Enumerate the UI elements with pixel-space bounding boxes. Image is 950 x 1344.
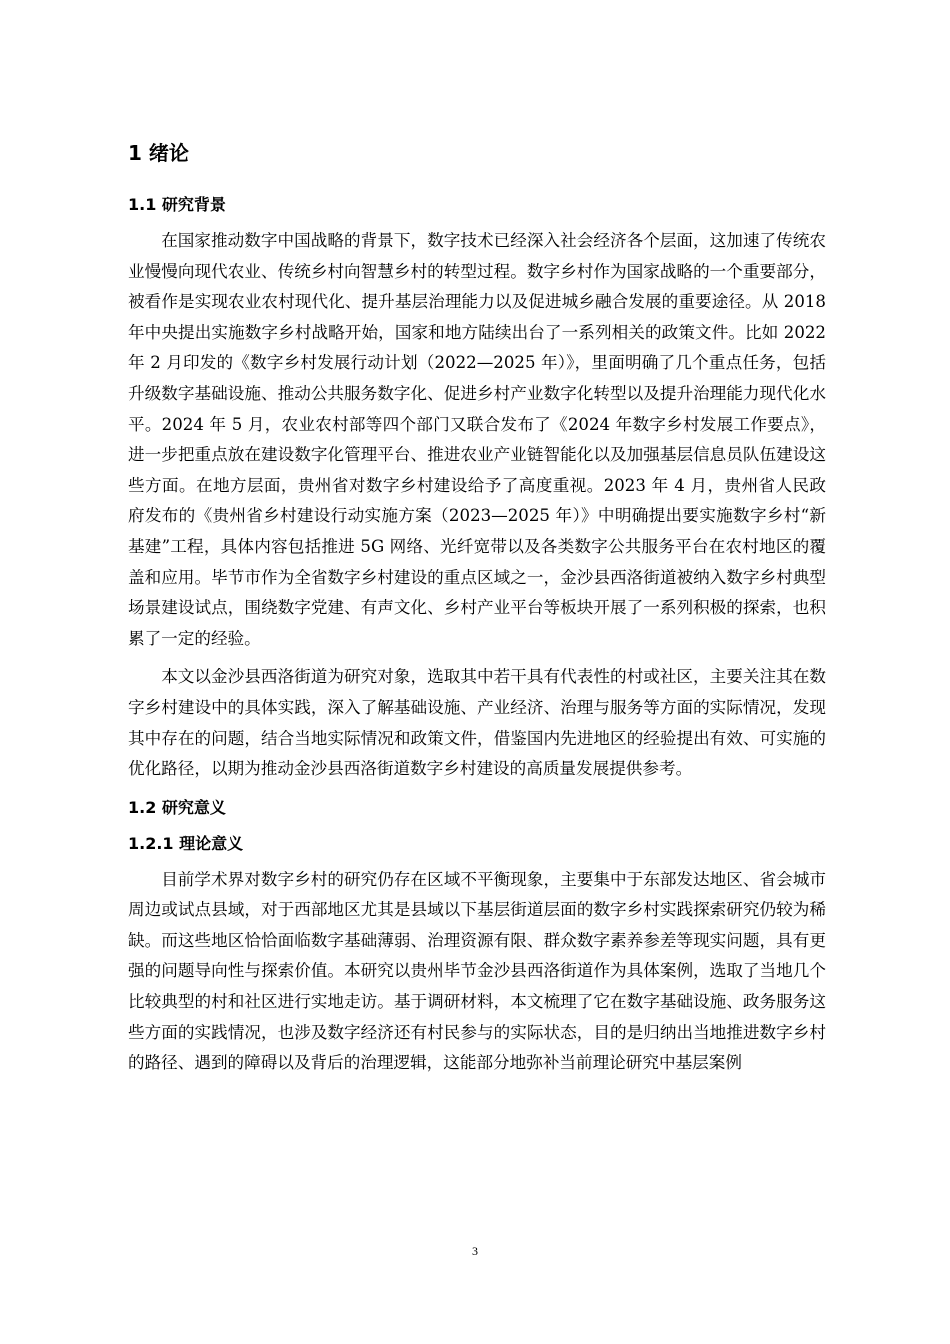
page-content bbox=[128, 138, 826, 1087]
section-heading-research-background: 1.1 研究背景 bbox=[128, 195, 226, 214]
chapter-title: 1 绪论 bbox=[128, 141, 189, 165]
section-heading-research-significance: 1.2 研究意义 bbox=[128, 797, 226, 817]
paragraph-theory-1: 目前学术界对数字乡村的研究仍存在区域不平衡现象，主要集中于东部发达地区、省会城市周边或试点县域，对于西部地区尤其是县域以下基层街道层面的数字乡村实践探索研究仍较为稀缺。而这些地区恰恰面临数字基础薄弱、治理资源有限、群众数字素养参差等现实问题，具有更强的问题导向性与探索价值。本研究以贵州毕节金沙县西洛街道作为具体案例，选取了当地几个比较典型的村和社区进行实地走访。基于调研材料，本文梳理了它在数字基础设施、政务服务这些方面的实践情况，也涉及数字经济还有村民参与的实际状态，目的是归纳出当地推进数字乡村的路径、遇到的障碍以及背后的治理逻辑，这能部分地弥补当前理论研究中基层案例 bbox=[128, 869, 826, 1073]
subsection-heading-theoretical-significance: 1.2.1 理论意义 bbox=[128, 833, 244, 853]
paragraph-background-2: 本文以金沙县西洛街道为研究对象，选取其中若干具有代表性的村或社区，主要关注其在数字乡村建设中的具体实践，深入了解基础设施、产业经济、治理与服务等方面的实际情况，发现其中存在的问题，结合当地实际情况和政策文件，借鉴国内先进地区的经验提出有效、可实施的优化路径，以期为推动金沙县西洛街道数字乡村建设的高质量发展提供参考。 bbox=[128, 667, 826, 779]
paragraph-background-1: 在国家推动数字中国战略的背景下，数字技术已经深入社会经济各个层面，这加速了传统农业慢慢向现代农业、传统乡村向智慧乡村的转型过程。数字乡村作为国家战略的一个重要部分，被看作是实现农业农村现代化、提升基层治理能力以及促进城乡融合发展的重要途径。从 2018 年中央提出实施数字乡村战略开始，国家和地方陆续出台了一系列相关的政策文件。比如 2022 年 2 月印发的《数字乡村发展行动计划（2022—2025 年）》，里面明确了几个重点任务，包括升级数字基础设施、推动公共服务数字化、促进乡村产业数字化转型以及提升治理能力现代化水平。2024 年 5 月，农业农村部等四个部门又联合发布了《2024 年数字乡村发展工作要点》，进一步把重点放在建设数字化管理平台、推进农业产业链智能化以及加强基层信息员队伍建设这些方面。在地方层面，贵州省对数字乡村建设给予了高度重视。2023 年 4 月，贵州省人民政府发布的《贵州省乡村建设行动实施方案（2023—2025 年）》中明确提出要实施数字乡村“新基建”工程，具体内容包括推进 5G 网络、光纤宽带以及各类数字公共服务平台在农村地区的覆盖和应用。毕节市作为全省数字乡村建设的重点区域之一，金沙县西洛街道被纳入数字乡村典型场景建设试点，围绕数字党建、有声文化、乡村产业平台等板块开展了一系列积极的探索，也积累了一定的经验。 bbox=[128, 231, 826, 648]
page-number: 3 bbox=[472, 1244, 478, 1258]
